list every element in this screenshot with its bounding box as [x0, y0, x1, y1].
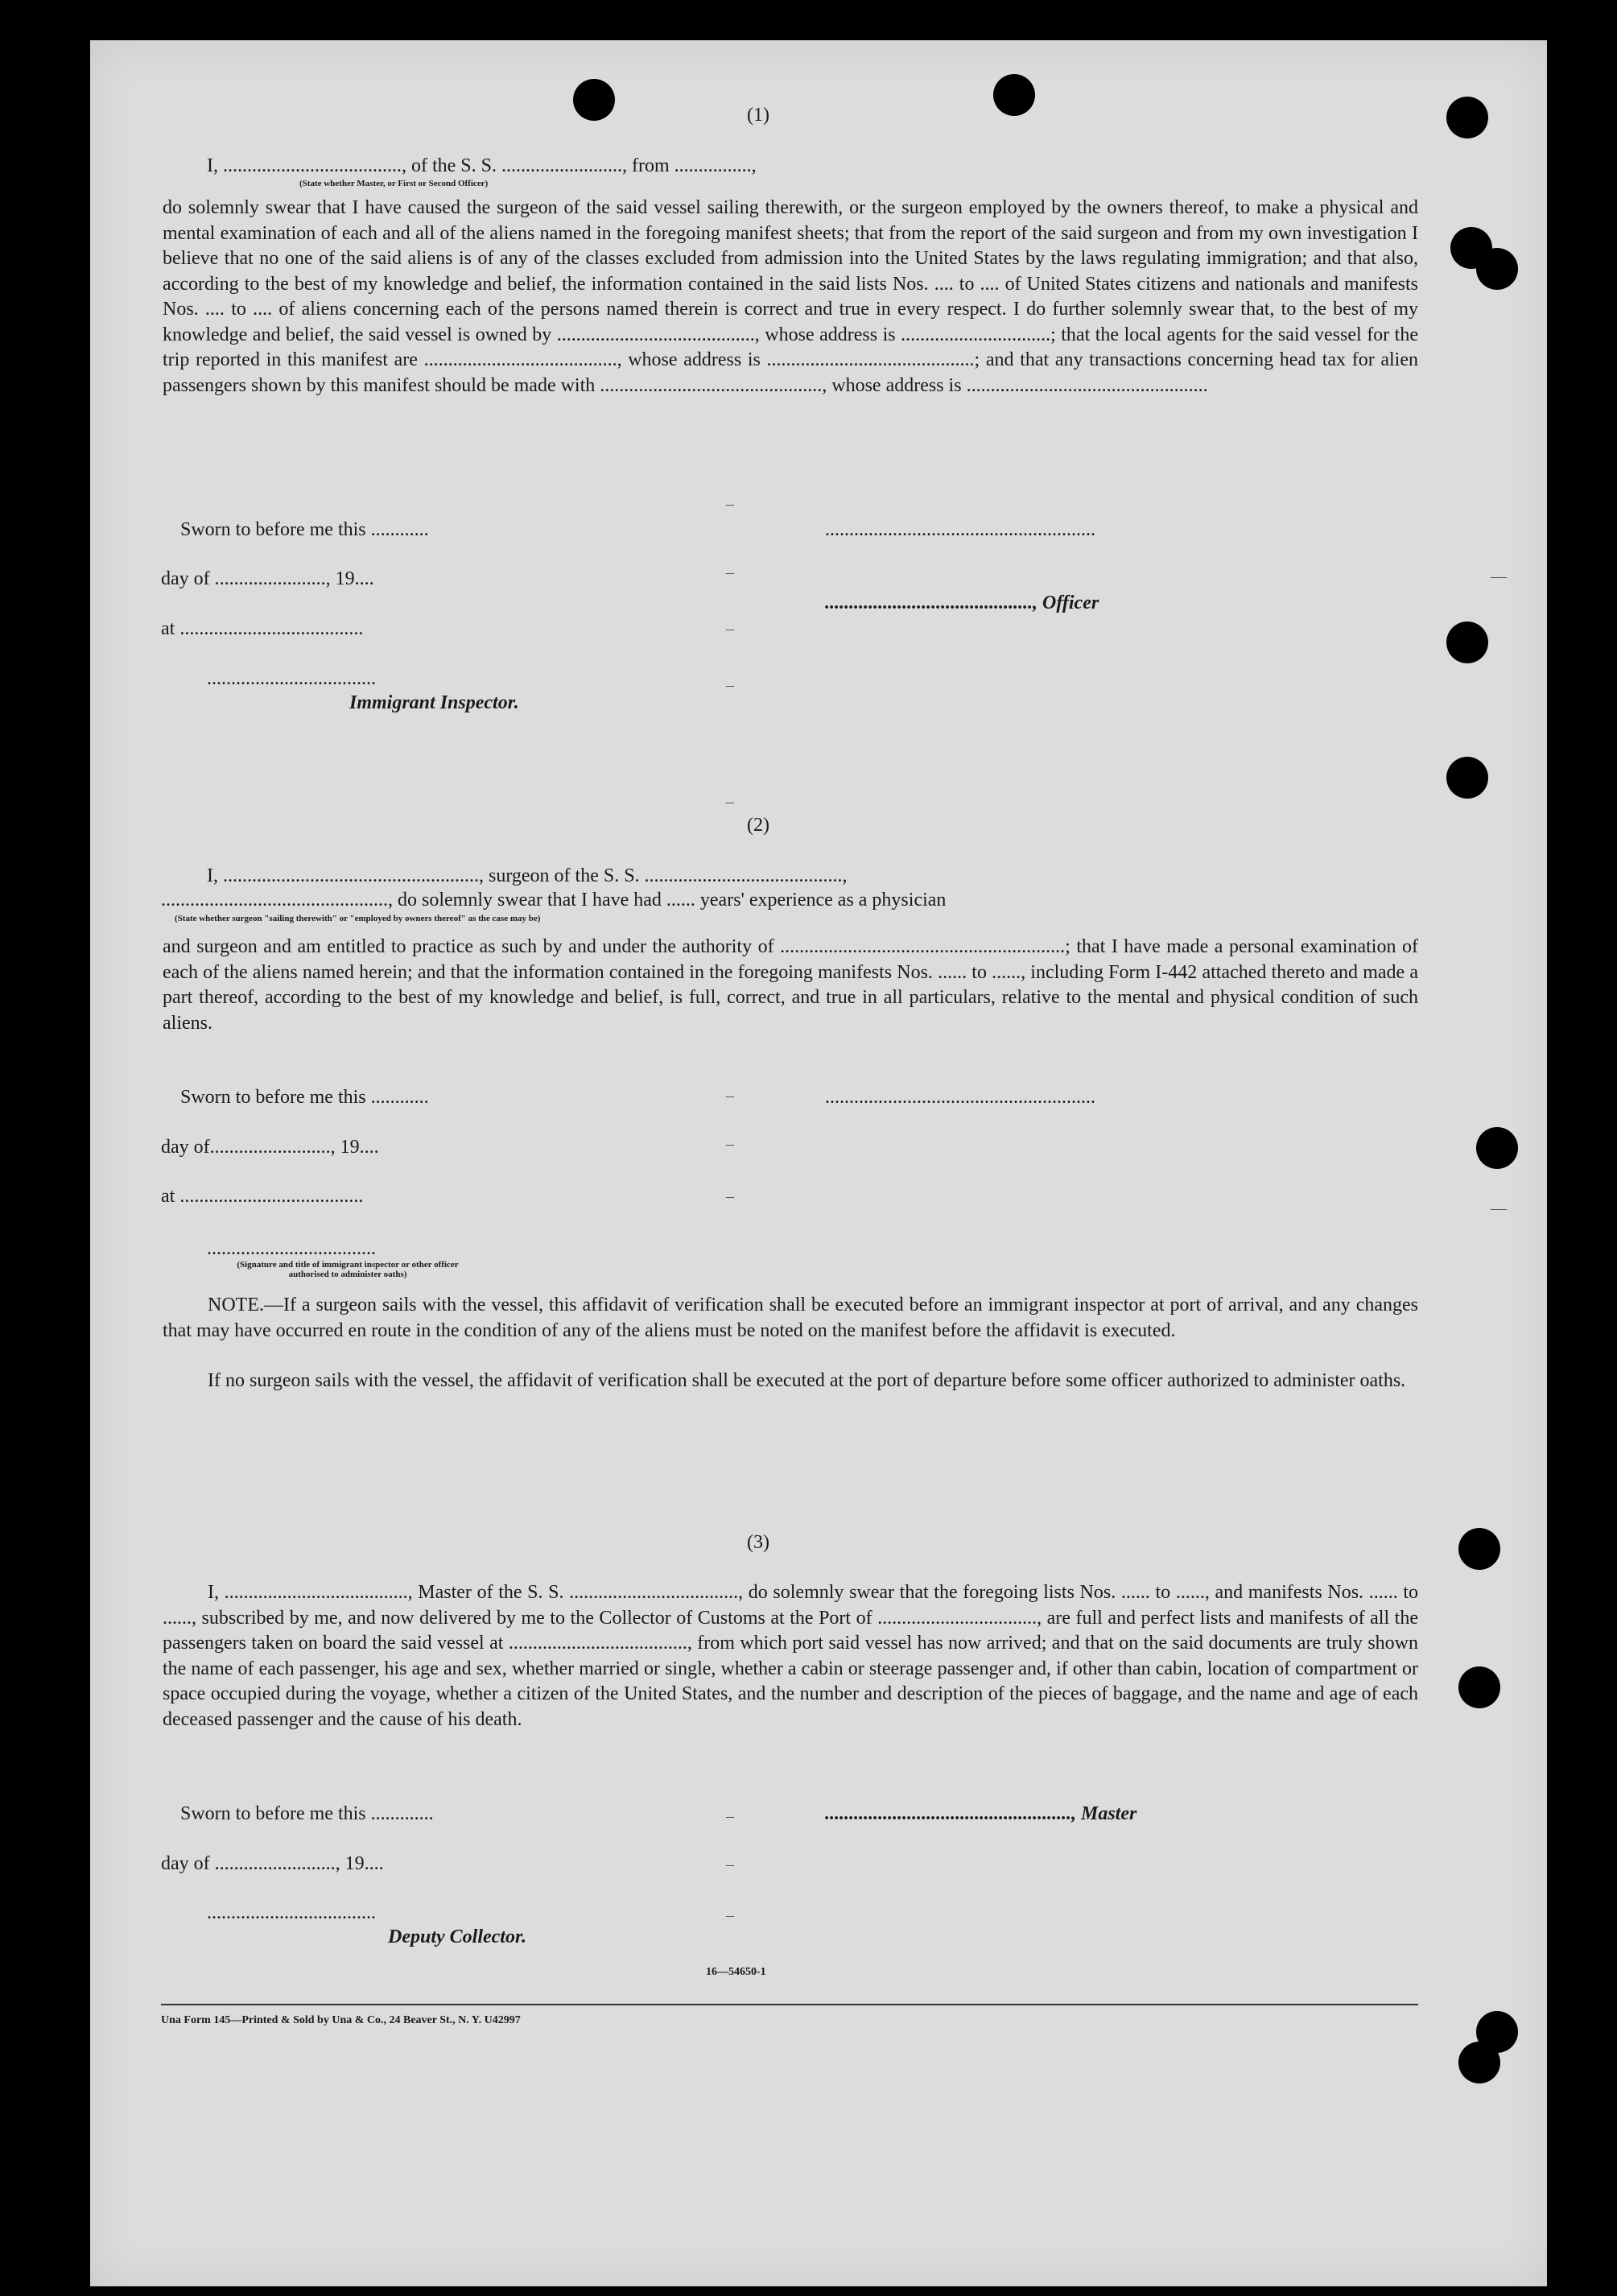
section-1-sig-dots: ................................... [207, 668, 376, 689]
punch-hole [1446, 757, 1488, 799]
margin-mark: – [726, 564, 734, 581]
section-2-sig-note: (Signature and title of immigrant inspector or other officer authorised to administer oaths) [237, 1260, 459, 1279]
section-2-second-line: ..............................................., do solemnly swear that I have had ...... years' experience as a physician [161, 890, 947, 911]
section-3-sig-title: Deputy Collector. [388, 1926, 526, 1947]
section-1-body: do solemnly swear that I have caused the surgeon of the said vessel sailing therewith, or the surgeon employed by the owners thereof, to make a physical and mental examination of each and all of the aliens named in the foregoing manifest sheets; that from the report of the said surgeon and from my own investigation I believe that no one of the said aliens is of any of the classes excluded from admission into the United States by the laws regulating immigration; and that also, according to the best of my knowledge and belief, the information contained in the said lists Nos. .... to .... of United States citizens and nationals and manifests Nos. .... to .... of aliens concerning each of the persons named therein is correct and true in every respect. I do further solemnly swear that, to the best of my knowledge and belief, the said vessel is owned by ........................................., whose address is ...............................; that the local agents for the said vessel for the trip reported in this manifest are ........................................, whose address is ...........................................; and that any transactions concerning head tax for alien passengers shown by this manifest should be made with .............................................., whose address is .................................................. [163, 197, 1418, 396]
section-2-number: (2) [747, 815, 769, 836]
section-1-at: at ...................................... [161, 618, 364, 639]
section-3-day: day of ........................., 19.... [161, 1853, 384, 1874]
margin-mark: – [726, 1906, 734, 1924]
margin-mark: — [1491, 568, 1507, 585]
punch-hole [1476, 248, 1518, 290]
footer-rule [161, 2004, 1418, 2005]
section-2-first-line: I, ....................................................., surgeon of the S. S. ........................................., [207, 865, 848, 886]
section-1-number: (1) [747, 105, 769, 126]
punch-hole [1458, 1528, 1500, 1570]
margin-mark: – [726, 1087, 734, 1105]
punch-hole [573, 79, 615, 121]
margin-mark: – [726, 1856, 734, 1873]
punch-hole [1476, 1127, 1518, 1169]
note-label: NOTE. [208, 1295, 264, 1315]
punch-hole [1446, 621, 1488, 663]
section-3-sworn: Sworn to before me this ............. [180, 1803, 434, 1824]
section-2-second-line-note: (State whether surgeon "sailing therewith" or "employed by owners thereof" as the case may be) [175, 914, 541, 923]
section-2-note-2: If no surgeon sails with the vessel, the affidavit of verification shall be executed at the port of departure before some officer authorized to administer oaths. [208, 1370, 1406, 1391]
section-1-day: day of ......................., 19.... [161, 568, 374, 589]
section-1-sig-title: Immigrant Inspector. [349, 692, 519, 713]
section-1-sworn: Sworn to before me this ............ [180, 519, 429, 540]
section-2-at: at ...................................... [161, 1186, 364, 1207]
section-2-day: day of........................., 19.... [161, 1137, 379, 1158]
margin-mark: – [726, 495, 734, 513]
margin-mark: – [726, 793, 734, 811]
punch-hole [1446, 97, 1488, 138]
punch-hole [993, 74, 1035, 116]
section-1-right-sig1: ........................................................ [825, 519, 1095, 540]
section-2-right-sig: ........................................................ [825, 1087, 1095, 1108]
section-3-right-sig: ..................................................., Master [825, 1803, 1137, 1824]
document-sheet [90, 40, 1547, 2286]
section-2-sig-dots: ................................... [207, 1238, 376, 1259]
section-3-number: (3) [747, 1532, 769, 1553]
section-3-sig-dots: ................................... [207, 1902, 376, 1923]
margin-mark: – [726, 1135, 734, 1153]
section-1-first-line: I, ....................................., of the S. S. ........................., from ................, [207, 155, 757, 176]
section-2-body: and surgeon and am entitled to practice as such by and under the authority of ...........................................................; that I have made a personal examination of each of the aliens named herein; and that the information contained in the foregoing manifests Nos. ...... to ......, including Form I-442 attached thereto and made a part thereof, according to the best of my knowledge and belief, is full, correct, and true in all particulars, relative to the mental and physical condition of such aliens. [163, 936, 1418, 1034]
margin-mark: — [1491, 1200, 1507, 1217]
margin-mark: – [726, 1807, 734, 1825]
printer-line: Una Form 145—Printed & Sold by Una & Co., 24 Beaver St., N. Y. U42997 [161, 2014, 521, 2026]
margin-mark: – [726, 620, 734, 638]
margin-mark: – [726, 1187, 734, 1205]
punch-hole [1458, 1666, 1500, 1708]
form-code: 16—54650-1 [706, 1966, 766, 1978]
section-2-note [163, 1293, 1418, 1344]
note-text: —If a surgeon sails with the vessel, this affidavit of verification shall be executed before an immigrant inspector at port of arrival, and any changes that may have occurred en route in the condition of any of the aliens must be noted on the manifest before the affidavit is executed. [163, 1295, 1418, 1341]
section-1-right-sig2: ..........................................., Officer [825, 593, 1099, 613]
section-1-first-line-note: (State whether Master, or First or Second Officer) [299, 179, 489, 188]
punch-hole [1458, 2042, 1500, 2083]
section-2-sworn: Sworn to before me this ............ [180, 1087, 429, 1108]
margin-mark: – [726, 676, 734, 694]
section-3-body: I, ......................................, Master of the S. S. ..................................., do solemnly swear that the foregoing lists Nos. ...... to ......, and manifests Nos. ...... to ......, subscribed by me, and now delivered by me to the Collector of Customs at the Port of ................................., are full and perfect lists and manifests of all the passengers taken on board the said vessel at ....................................., from which port said vessel has now arrived; and that on the said documents are truly shown the name of each passenger, his age and sex, whether married or single, whether a cabin or steerage passenger and, if other than cabin, location of compartment or space occupied during the voyage, whether a citizen of the United States, and the number and description of the pieces of baggage, and the name and age of each deceased passenger and the cause of his death. [163, 1582, 1418, 1730]
